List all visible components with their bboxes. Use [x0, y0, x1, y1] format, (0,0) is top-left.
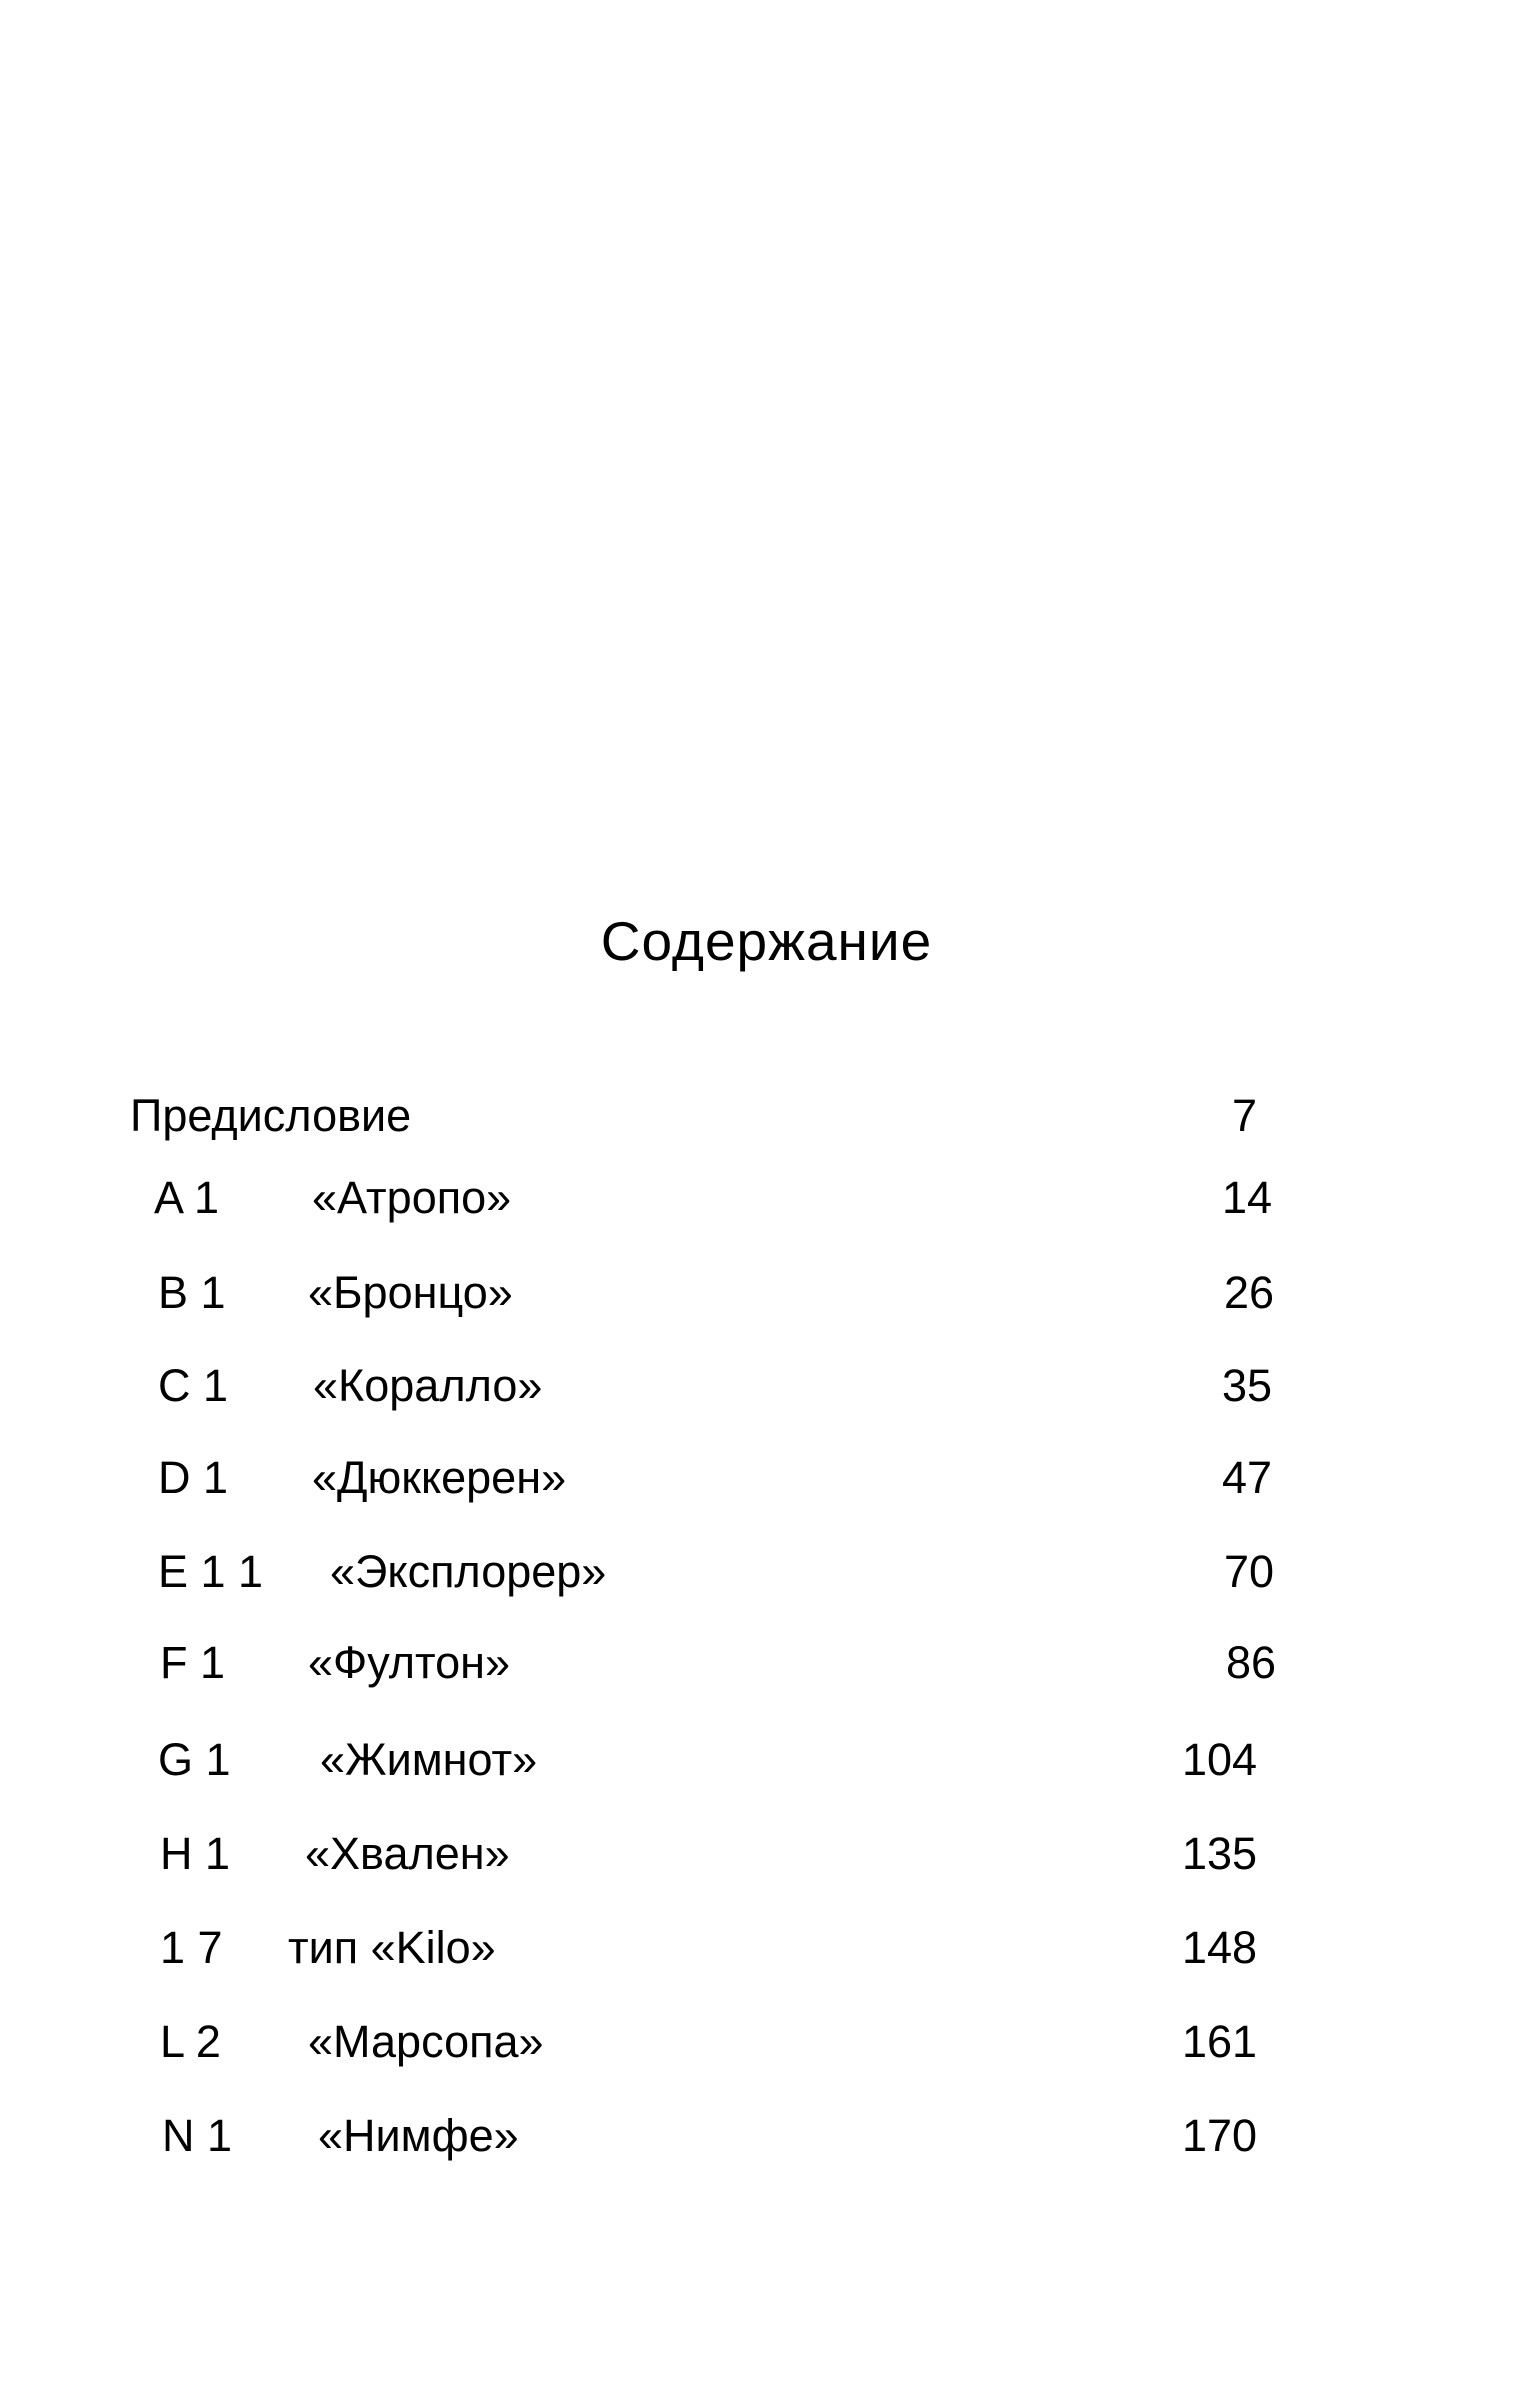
- toc-entry-code: D 1: [158, 1452, 229, 1503]
- toc-entry-page-number: 35: [1222, 1360, 1273, 1411]
- toc-entry-name: «Атропо»: [312, 1172, 512, 1223]
- toc-entry-code: L 2: [160, 2016, 221, 2067]
- preface-label: Предисловие: [130, 1090, 412, 1141]
- toc-entry-name: «Жимнот»: [320, 1734, 538, 1785]
- toc-entry-code: E 1 1: [158, 1546, 264, 1597]
- toc-entry-page-number: 14: [1222, 1172, 1273, 1223]
- toc-entry-name: «Дюккерен»: [312, 1452, 567, 1503]
- toc-entry-page-number: 170: [1182, 2110, 1258, 2161]
- toc-entry-code: F 1: [160, 1637, 226, 1688]
- toc-entry-page-number: 161: [1182, 2016, 1258, 2067]
- toc-entry-page-number: 86: [1226, 1637, 1277, 1688]
- preface-page-number: 7: [1232, 1090, 1258, 1141]
- toc-entry-code: H 1: [160, 1828, 231, 1879]
- toc-entry-page-number: 47: [1222, 1452, 1273, 1503]
- toc-entry-page-number: 70: [1224, 1546, 1275, 1597]
- toc-entry-name: «Коралло»: [313, 1360, 543, 1411]
- toc-entry-code: 1 7: [160, 1922, 223, 1973]
- toc-entry-page-number: 104: [1182, 1734, 1258, 1785]
- toc-entry-code: C 1: [158, 1360, 229, 1411]
- toc-entry-name: «Бронцо»: [308, 1267, 513, 1318]
- toc-entry-name: «Хвален»: [305, 1828, 510, 1879]
- toc-entry-name: «Нимфе»: [318, 2110, 519, 2161]
- toc-entry-page-number: 148: [1182, 1922, 1258, 1973]
- toc-entry-page-number: 135: [1182, 1828, 1258, 1879]
- toc-entry-code: B 1: [158, 1267, 226, 1318]
- toc-entry-code: G 1: [158, 1734, 231, 1785]
- toc-entry-name: «Эксплорер»: [330, 1546, 607, 1597]
- toc-entry-name: «Марсопа»: [308, 2016, 544, 2067]
- toc-entry-code: N 1: [162, 2110, 233, 2161]
- toc-entry-name: тип «Kilo»: [288, 1922, 496, 1973]
- toc-entry-page-number: 26: [1224, 1267, 1275, 1318]
- toc-entry-name: «Фултон»: [308, 1637, 511, 1688]
- page-title: Содержание: [600, 910, 933, 972]
- toc-entry-code: A 1: [154, 1172, 220, 1223]
